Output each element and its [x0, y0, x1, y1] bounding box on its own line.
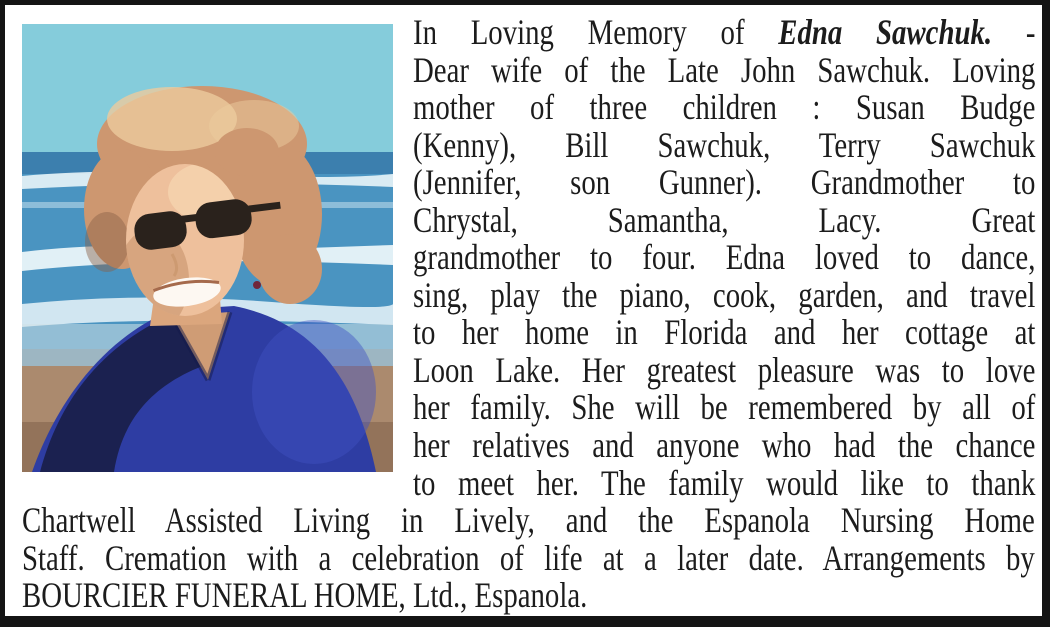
- front-curl: [215, 128, 279, 176]
- obituary-line: Loon Lake. Her greatest pleasure was to love: [413, 349, 1036, 390]
- obituary-line: her relatives and anyone who had the chance: [413, 425, 1036, 466]
- deceased-name: Edna Sawchuk.: [778, 12, 993, 52]
- obituary-line: grandmother to four. Edna loved to dance,: [413, 237, 1036, 278]
- beach-portrait-illustration: [22, 24, 393, 472]
- obituary-line: (Jennifer, son Gunner). Grandmother to: [413, 162, 1036, 203]
- obituary-opening-line: [413, 14, 1035, 52]
- funeral-home-line: BOURCIER FUNERAL HOME, Ltd., Espanola.: [22, 575, 588, 616]
- opening-phrase: In Loving Memory of: [413, 12, 745, 52]
- obituary-body-wide: [22, 502, 1035, 577]
- obituary-line: Dear wife of the Late John Sawchuk. Loving: [413, 49, 1036, 90]
- hair-curl: [258, 234, 322, 304]
- obituary-text-narrow: [413, 14, 1035, 502]
- obituary-line: to her home in Florida and her cottage at: [413, 312, 1036, 353]
- obituary-line: (Kenny), Bill Sawchuk, Terry Sawchuk: [413, 124, 1036, 165]
- obituary-line: Staff. Cremation with a celebration of life at a later date. Arrangements by: [22, 537, 1035, 578]
- opening-dash: -: [1025, 12, 1036, 52]
- obituary-line: to meet her. The family would like to thank: [413, 462, 1036, 503]
- obituary-body-narrow: [413, 49, 1036, 503]
- obituary-line: Chartwell Assisted Living in Lively, and the Espanola Nursing Home: [22, 500, 1035, 540]
- obituary-text-wide: [22, 502, 1035, 615]
- hair-shadow: [85, 212, 129, 272]
- obituary-line: Chrystal, Samantha, Lacy. Great: [413, 199, 1036, 240]
- obituary-line: her family. She will be remembered by all of: [413, 387, 1036, 428]
- shoulder-highlight: [252, 320, 376, 464]
- obituary-line: sing, play the piano, cook, garden, and travel: [413, 274, 1036, 315]
- memorial-photo: [22, 24, 393, 472]
- obituary-line: mother of three children : Susan Budge: [413, 87, 1036, 128]
- earring: [253, 281, 261, 289]
